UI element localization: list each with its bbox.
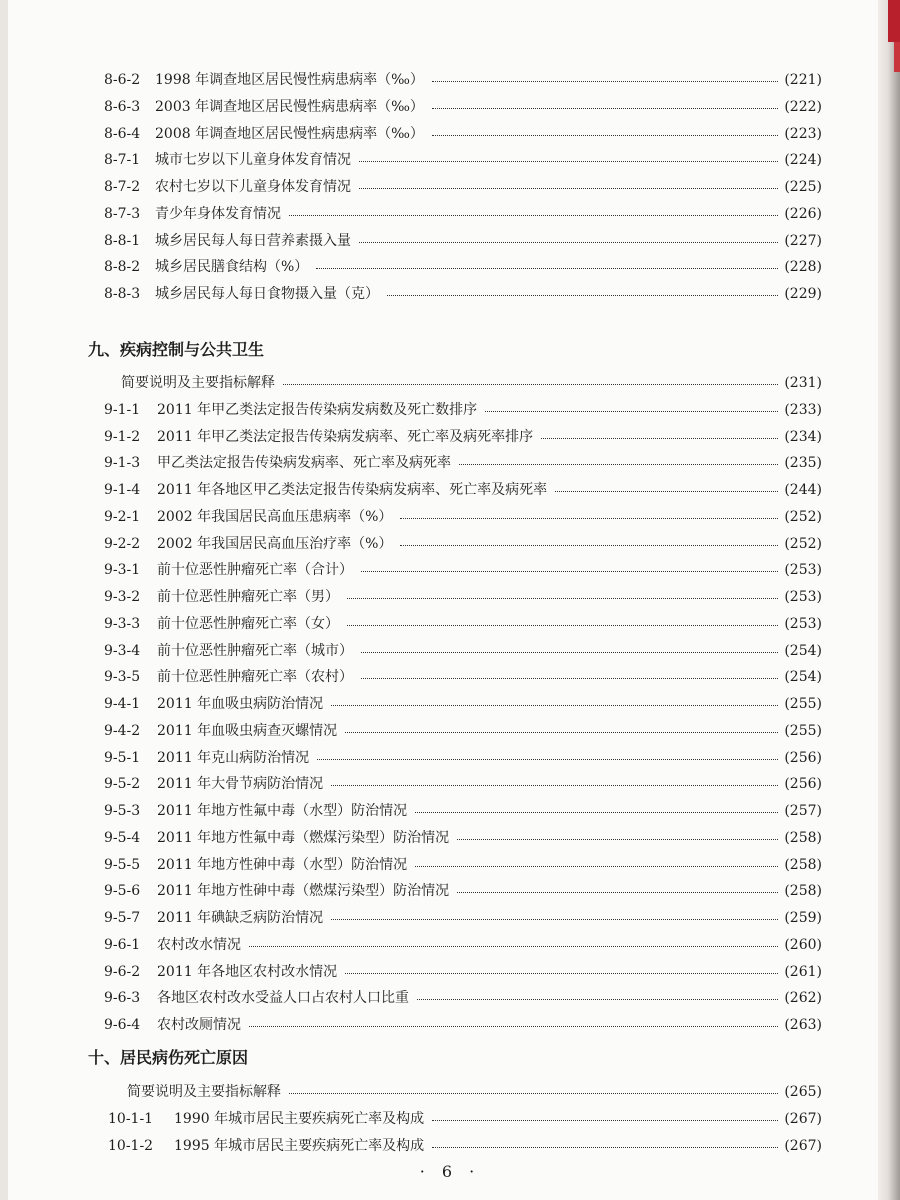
entry-number: 9-1-2 bbox=[104, 428, 141, 445]
entry-page-number: (231) bbox=[784, 375, 822, 391]
entry-number: 9-3-1 bbox=[104, 562, 141, 579]
entry-page-number: (223) bbox=[784, 125, 822, 142]
dotted-leader bbox=[289, 215, 778, 216]
toc-entry[interactable] bbox=[0, 122, 900, 146]
entry-title: 前十位恶性肿瘤死亡率（女） bbox=[157, 615, 339, 632]
entry-number: 9-5-6 bbox=[104, 883, 141, 900]
dotted-leader bbox=[331, 785, 778, 786]
entry-page-number: (226) bbox=[784, 205, 822, 222]
toc-entry[interactable] bbox=[0, 853, 900, 877]
dotted-leader bbox=[361, 571, 778, 572]
dotted-leader bbox=[345, 732, 778, 733]
dotted-leader bbox=[417, 999, 778, 1000]
toc-entry[interactable] bbox=[0, 799, 900, 823]
entry-number: 8-8-1 bbox=[104, 232, 141, 249]
red-bookmark-strip bbox=[888, 0, 900, 42]
toc-entry[interactable] bbox=[0, 398, 900, 422]
entry-page-number: (227) bbox=[784, 232, 822, 249]
entry-title: 2011 年碘缺乏病防治情况 bbox=[157, 910, 324, 926]
entry-title: 城乡居民每人每日食物摄入量（克） bbox=[155, 286, 379, 302]
entry-title: 1998 年调查地区居民慢性病患病率（‰） bbox=[155, 72, 424, 88]
entry-number: 8-7-3 bbox=[104, 205, 141, 222]
entry-title: 农村七岁以下儿童身体发育情况 bbox=[155, 179, 351, 195]
entry-title: 前十位恶性肿瘤死亡率（男） bbox=[157, 589, 339, 605]
toc-entry[interactable] bbox=[0, 879, 900, 903]
toc-entry[interactable] bbox=[0, 451, 900, 475]
entry-number: 8-7-1 bbox=[104, 152, 141, 169]
entry-page-number: (254) bbox=[784, 642, 822, 659]
entry-title: 2008 年调查地区居民慢性病患病率（‰） bbox=[155, 125, 424, 142]
entry-title: 1995 年城市居民主要疾病死亡率及构成 bbox=[174, 1137, 425, 1154]
entry-number: 9-4-2 bbox=[104, 722, 141, 739]
toc-entry[interactable] bbox=[0, 68, 900, 92]
entry-number: 9-2-2 bbox=[104, 535, 141, 552]
dotted-leader bbox=[432, 1120, 778, 1121]
toc-entry[interactable] bbox=[0, 1134, 900, 1158]
toc-entry[interactable] bbox=[0, 986, 900, 1010]
entry-title: 城乡居民膳食结构（%） bbox=[155, 259, 309, 276]
dotted-leader bbox=[415, 812, 778, 813]
entry-page-number: (234) bbox=[784, 428, 822, 445]
entry-number: 9-3-3 bbox=[104, 615, 141, 632]
entry-title: 简要说明及主要指标解释 bbox=[121, 375, 275, 391]
toc-entry[interactable] bbox=[0, 505, 900, 529]
entry-page-number: (256) bbox=[784, 749, 822, 766]
entry-page-number: (256) bbox=[784, 776, 822, 793]
dotted-leader bbox=[361, 652, 778, 653]
entry-title: 前十位恶性肿瘤死亡率（农村） bbox=[157, 669, 353, 686]
entry-page-number: (235) bbox=[784, 455, 822, 472]
entry-number: 9-6-1 bbox=[104, 936, 141, 953]
dotted-leader bbox=[347, 625, 778, 626]
toc-entry[interactable] bbox=[0, 1107, 900, 1131]
dotted-leader bbox=[555, 491, 778, 492]
toc-entry[interactable] bbox=[0, 255, 900, 279]
entry-page-number: (253) bbox=[784, 615, 822, 632]
toc-entry[interactable] bbox=[0, 585, 900, 609]
dotted-leader bbox=[361, 678, 778, 679]
toc-entry[interactable] bbox=[0, 229, 900, 253]
dotted-leader bbox=[457, 839, 778, 840]
dotted-leader bbox=[249, 1026, 778, 1027]
entry-page-number: (262) bbox=[784, 990, 822, 1007]
entry-number: 9-1-1 bbox=[104, 401, 141, 418]
section-heading: 十、居民病伤死亡原因 bbox=[88, 1048, 249, 1067]
dotted-leader bbox=[415, 866, 778, 867]
entry-page-number: (221) bbox=[784, 72, 822, 88]
entry-title: 前十位恶性肿瘤死亡率（合计） bbox=[157, 562, 353, 579]
entry-page-number: (233) bbox=[784, 401, 822, 418]
entry-page-number: (263) bbox=[784, 1017, 822, 1033]
entry-page-number: (224) bbox=[784, 152, 822, 169]
dotted-leader bbox=[485, 411, 778, 412]
entry-page-number: (222) bbox=[784, 98, 822, 115]
entry-title: 农村改厕情况 bbox=[157, 1017, 241, 1033]
entry-title: 2011 年地方性氟中毒（燃煤污染型）防治情况 bbox=[157, 829, 450, 846]
entry-title: 2011 年大骨节病防治情况 bbox=[157, 776, 324, 793]
entry-number: 9-1-4 bbox=[104, 482, 141, 498]
entry-number: 9-5-5 bbox=[104, 856, 141, 873]
toc-entry[interactable] bbox=[0, 1013, 900, 1037]
toc-entry[interactable] bbox=[0, 175, 900, 199]
toc-entry[interactable] bbox=[0, 692, 900, 716]
toc-entry[interactable] bbox=[0, 148, 900, 172]
entry-page-number: (255) bbox=[784, 696, 822, 712]
entry-number: 9-6-4 bbox=[104, 1017, 141, 1033]
toc-entry[interactable] bbox=[0, 719, 900, 743]
entry-number: 8-7-2 bbox=[104, 179, 141, 195]
dotted-leader bbox=[283, 384, 778, 385]
entry-title: 2011 年地方性氟中毒（水型）防治情况 bbox=[157, 803, 408, 819]
toc-entry[interactable] bbox=[0, 202, 900, 226]
entry-title: 前十位恶性肿瘤死亡率（城市） bbox=[157, 642, 353, 659]
entry-title: 青少年身体发育情况 bbox=[155, 205, 281, 222]
entry-title: 2011 年甲乙类法定报告传染病发病率、死亡率及病死率排序 bbox=[157, 428, 534, 445]
entry-title: 2011 年克山病防治情况 bbox=[157, 749, 310, 766]
entry-title: 各地区农村改水受益人口占农村人口比重 bbox=[157, 990, 409, 1007]
entry-number: 9-5-4 bbox=[104, 829, 141, 846]
entry-page-number: (225) bbox=[784, 179, 822, 195]
entry-page-number: (253) bbox=[784, 589, 822, 605]
entry-title: 2011 年甲乙类法定报告传染病发病数及死亡数排序 bbox=[157, 401, 478, 418]
entry-number: 9-5-2 bbox=[104, 776, 141, 793]
entry-number: 9-3-5 bbox=[104, 669, 141, 686]
dotted-leader bbox=[400, 545, 778, 546]
dotted-leader bbox=[359, 161, 778, 162]
entry-number: 9-3-4 bbox=[104, 642, 141, 659]
dotted-leader bbox=[347, 598, 778, 599]
entry-number: 10-1-2 bbox=[108, 1137, 154, 1154]
entry-number: 9-2-1 bbox=[104, 508, 141, 525]
entry-page-number: (265) bbox=[784, 1084, 822, 1100]
entry-page-number: (229) bbox=[784, 286, 822, 302]
page-number: · 6 · bbox=[419, 1162, 481, 1181]
entry-number: 9-3-2 bbox=[104, 589, 141, 605]
entry-page-number: (261) bbox=[784, 963, 822, 980]
entry-title: 2011 年各地区甲乙类法定报告传染病发病率、死亡率及病死率 bbox=[157, 482, 548, 498]
dotted-leader bbox=[457, 892, 778, 893]
entry-page-number: (228) bbox=[784, 259, 822, 276]
dotted-leader bbox=[331, 919, 778, 920]
entry-page-number: (254) bbox=[784, 669, 822, 686]
entry-title: 2011 年地方性砷中毒（燃煤污染型）防治情况 bbox=[157, 883, 450, 900]
dotted-leader bbox=[331, 705, 778, 706]
entry-page-number: (253) bbox=[784, 562, 822, 579]
dotted-leader bbox=[387, 295, 778, 296]
entry-page-number: (258) bbox=[784, 856, 822, 873]
entry-page-number: (244) bbox=[784, 482, 822, 498]
entry-number: 9-6-2 bbox=[104, 963, 141, 980]
toc-entry[interactable] bbox=[0, 933, 900, 957]
dotted-leader bbox=[459, 464, 778, 465]
section-heading: 九、疾病控制与公共卫生 bbox=[88, 340, 265, 359]
entry-number: 9-5-3 bbox=[104, 803, 141, 819]
toc-entry[interactable] bbox=[0, 746, 900, 770]
toc-entry[interactable] bbox=[0, 772, 900, 796]
entry-page-number: (258) bbox=[784, 883, 822, 900]
entry-page-number: (252) bbox=[784, 535, 822, 552]
toc-entry[interactable] bbox=[0, 95, 900, 119]
toc-entry[interactable] bbox=[0, 960, 900, 984]
entry-number: 8-8-2 bbox=[104, 259, 141, 276]
toc-entry[interactable] bbox=[0, 425, 900, 449]
entry-number: 8-8-3 bbox=[104, 286, 141, 302]
dotted-leader bbox=[316, 268, 778, 269]
entry-page-number: (255) bbox=[784, 722, 822, 739]
entry-number: 9-5-1 bbox=[104, 749, 141, 766]
dotted-leader bbox=[432, 1147, 778, 1148]
toc-entry[interactable] bbox=[0, 906, 900, 930]
entry-title: 1990 年城市居民主要疾病死亡率及构成 bbox=[174, 1110, 425, 1127]
entry-title: 2002 年我国居民高血压治疗率（%） bbox=[157, 535, 393, 552]
entry-title: 城市七岁以下儿童身体发育情况 bbox=[155, 152, 351, 169]
dotted-leader bbox=[249, 946, 778, 947]
dotted-leader bbox=[400, 518, 778, 519]
entry-title: 农村改水情况 bbox=[157, 936, 241, 953]
entry-number: 8-6-2 bbox=[104, 72, 141, 88]
toc-entry[interactable] bbox=[0, 612, 900, 636]
toc-entry[interactable] bbox=[0, 282, 900, 306]
dotted-leader bbox=[289, 1093, 778, 1094]
dotted-leader bbox=[432, 81, 778, 82]
entry-number: 10-1-1 bbox=[108, 1110, 154, 1127]
entry-title: 简要说明及主要指标解释 bbox=[127, 1084, 281, 1100]
dotted-leader bbox=[359, 188, 778, 189]
entry-title: 2011 年地方性砷中毒（水型）防治情况 bbox=[157, 856, 408, 873]
entry-number: 8-6-3 bbox=[104, 98, 141, 115]
entry-page-number: (252) bbox=[784, 508, 822, 525]
toc-entry[interactable] bbox=[0, 371, 900, 395]
toc-entry[interactable] bbox=[0, 826, 900, 850]
entry-number: 9-4-1 bbox=[104, 696, 141, 712]
entry-page-number: (258) bbox=[784, 829, 822, 846]
dotted-leader bbox=[432, 135, 778, 136]
entry-number: 9-5-7 bbox=[104, 910, 141, 926]
toc-entry[interactable] bbox=[0, 478, 900, 502]
toc-entry[interactable] bbox=[0, 639, 900, 663]
dotted-leader bbox=[345, 973, 778, 974]
entry-title: 2003 年调查地区居民慢性病患病率（‰） bbox=[155, 98, 424, 115]
toc-entry[interactable] bbox=[0, 665, 900, 689]
dotted-leader bbox=[317, 759, 778, 760]
entry-page-number: (259) bbox=[784, 910, 822, 926]
entry-page-number: (257) bbox=[784, 803, 822, 819]
entry-title: 城乡居民每人每日营养素摄入量 bbox=[155, 232, 351, 249]
toc-entry[interactable] bbox=[0, 1080, 900, 1104]
entry-page-number: (260) bbox=[784, 936, 822, 953]
entry-number: 9-1-3 bbox=[104, 455, 141, 472]
entry-title: 甲乙类法定报告传染病发病率、死亡率及病死率 bbox=[157, 455, 451, 472]
entry-title: 2002 年我国居民高血压患病率（%） bbox=[157, 508, 393, 525]
entry-page-number: (267) bbox=[784, 1137, 822, 1154]
entry-title: 2011 年各地区农村改水情况 bbox=[157, 963, 338, 980]
entry-title: 2011 年血吸虫病防治情况 bbox=[157, 696, 324, 712]
entry-page-number: (267) bbox=[784, 1110, 822, 1127]
dotted-leader bbox=[541, 438, 778, 439]
toc-entry[interactable] bbox=[0, 532, 900, 556]
entry-number: 8-6-4 bbox=[104, 125, 141, 142]
toc-entry[interactable] bbox=[0, 558, 900, 582]
dotted-leader bbox=[359, 242, 778, 243]
entry-title: 2011 年血吸虫病查灭螺情况 bbox=[157, 722, 338, 739]
dotted-leader bbox=[432, 108, 778, 109]
entry-number: 9-6-3 bbox=[104, 990, 141, 1007]
